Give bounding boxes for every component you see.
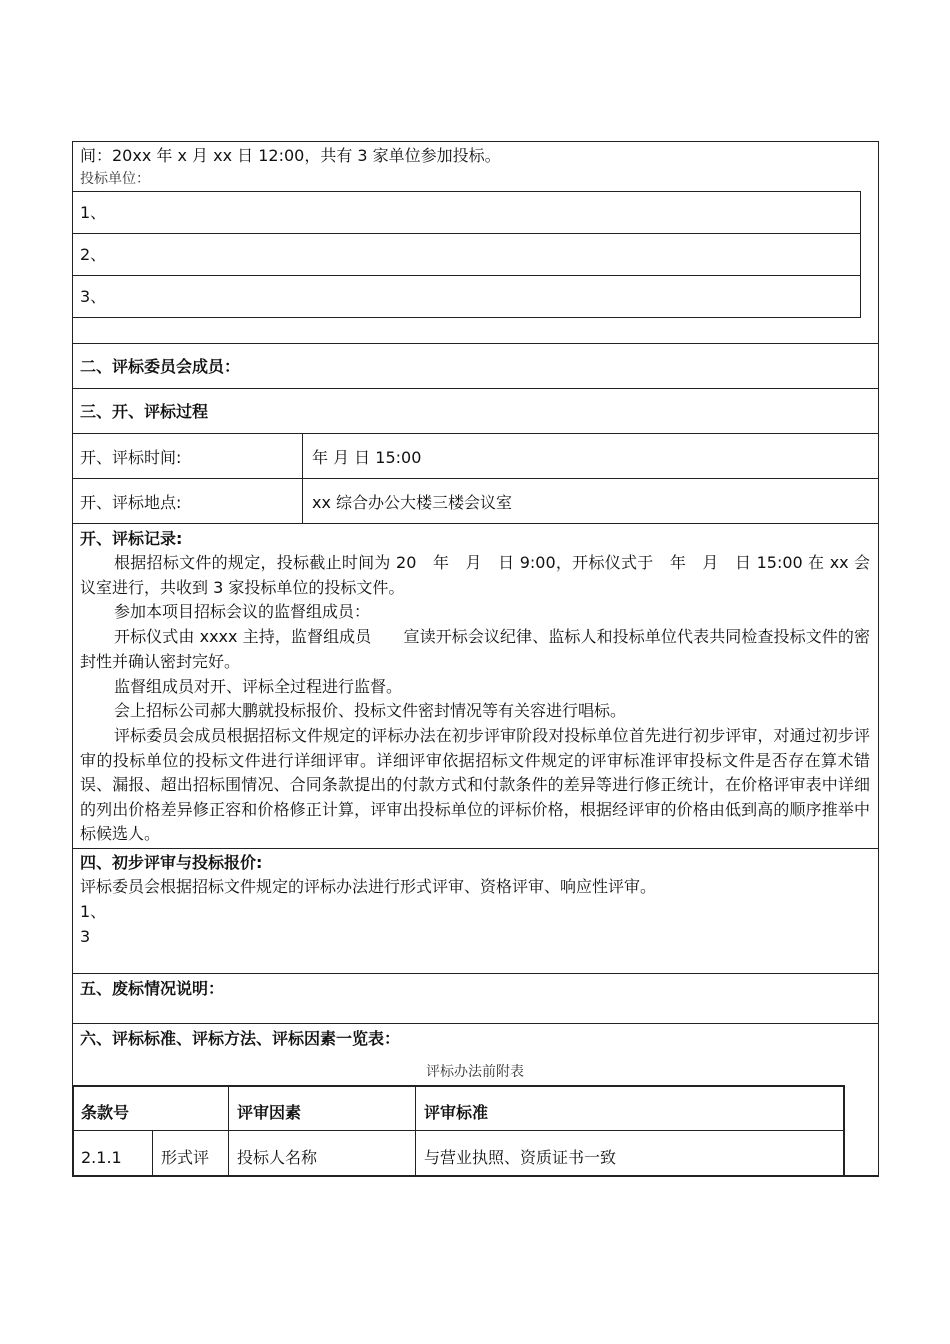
bidders-label: 投标单位： <box>80 171 150 187</box>
section3-title: 三、开、评标过程 <box>80 402 209 421</box>
record-paragraph-5: 会上招标公司郝大鹏就投标报价、投标文件密封情况等有关容进行唱标。 <box>114 701 627 720</box>
section2-title: 二、评标委员会成员： <box>80 357 241 376</box>
time-value: 年 月 日 15:00 <box>312 448 422 467</box>
time-label: 开、评标时间: <box>80 448 182 467</box>
header-review-factor: 评审因素 <box>237 1103 302 1122</box>
record-paragraph-6: 评标委员会成员根据招标文件规定的评标办法在初步评审阶段对投标单位首先进行初步评审，对通过初步评审的投标单位的投标文件进行详细评审。详细评审依据招标文件规定的评审标准评审投标文件是否存在算术错误、漏报、超出招标围情况、合同条款提出的付款方式和付款条件的差异等进行修正统计，在价格评审表中详细的列出价格差异修正容和价格修正计算，评审出投标单位的评标价格，根据经评审的价格由低到高的顺序推举中标候选人。 <box>80 726 870 844</box>
table-caption: 评标办法前附表 <box>426 1064 524 1080</box>
section4-title: 四、初步评审与投标报价: <box>80 853 263 872</box>
record-paragraph-2: 参加本项目招标会议的监督组成员： <box>114 602 371 621</box>
section5-title: 五、废标情况说明： <box>80 979 225 998</box>
bidder-item-2: 2、 <box>80 245 107 264</box>
record-paragraph-1: 根据招标文件的规定，投标截止时间为 20 年 月 日 9:00，开标仪式于 年 月 日 15:00 在 xx 会议室进行，共收到 3 家投标单位的投标文件。 <box>80 553 870 597</box>
section4-text: 评标委员会根据招标文件规定的评标办法进行形式评审、资格评审、响应性评审。 <box>80 877 657 896</box>
header-review-standard: 评审标准 <box>424 1103 489 1122</box>
section4-item-1: 1、 <box>80 902 107 921</box>
outer-border-top <box>72 141 879 142</box>
place-value: xx 综合办公大楼三楼会议室 <box>312 493 513 512</box>
section6-title: 六、评标标准、评标方法、评标因素一览表： <box>80 1029 401 1048</box>
bidder-item-1: 1、 <box>80 203 107 222</box>
bidder-item-3: 3、 <box>80 287 107 306</box>
row-clause-no: 2.1.1 <box>81 1148 122 1167</box>
row-review-factor: 投标人名称 <box>237 1148 318 1167</box>
row-review-type: 形式评 <box>161 1148 210 1167</box>
row-review-standard: 与营业执照、资质证书一致 <box>424 1148 617 1167</box>
record-paragraph-3: 开标仪式由 xxxx 主持，监督组成员 宣读开标会议纪律、监标人和投标单位代表共同检查投标文件的密封性并确认密封完好。 <box>80 627 870 671</box>
deadline-line: 间：20xx 年 x 月 xx 日 12:00，共有 3 家单位参加投标。 <box>80 146 501 165</box>
section4-item-2: 3 <box>80 927 91 946</box>
header-clause-no: 条款号 <box>81 1103 130 1122</box>
place-label: 开、评标地点: <box>80 493 182 512</box>
outer-border-left <box>72 141 73 1177</box>
outer-border-right <box>878 141 879 1177</box>
record-paragraph-4: 监督组成员对开、评标全过程进行监督。 <box>114 677 403 696</box>
record-title: 开、评标记录: <box>80 529 183 548</box>
